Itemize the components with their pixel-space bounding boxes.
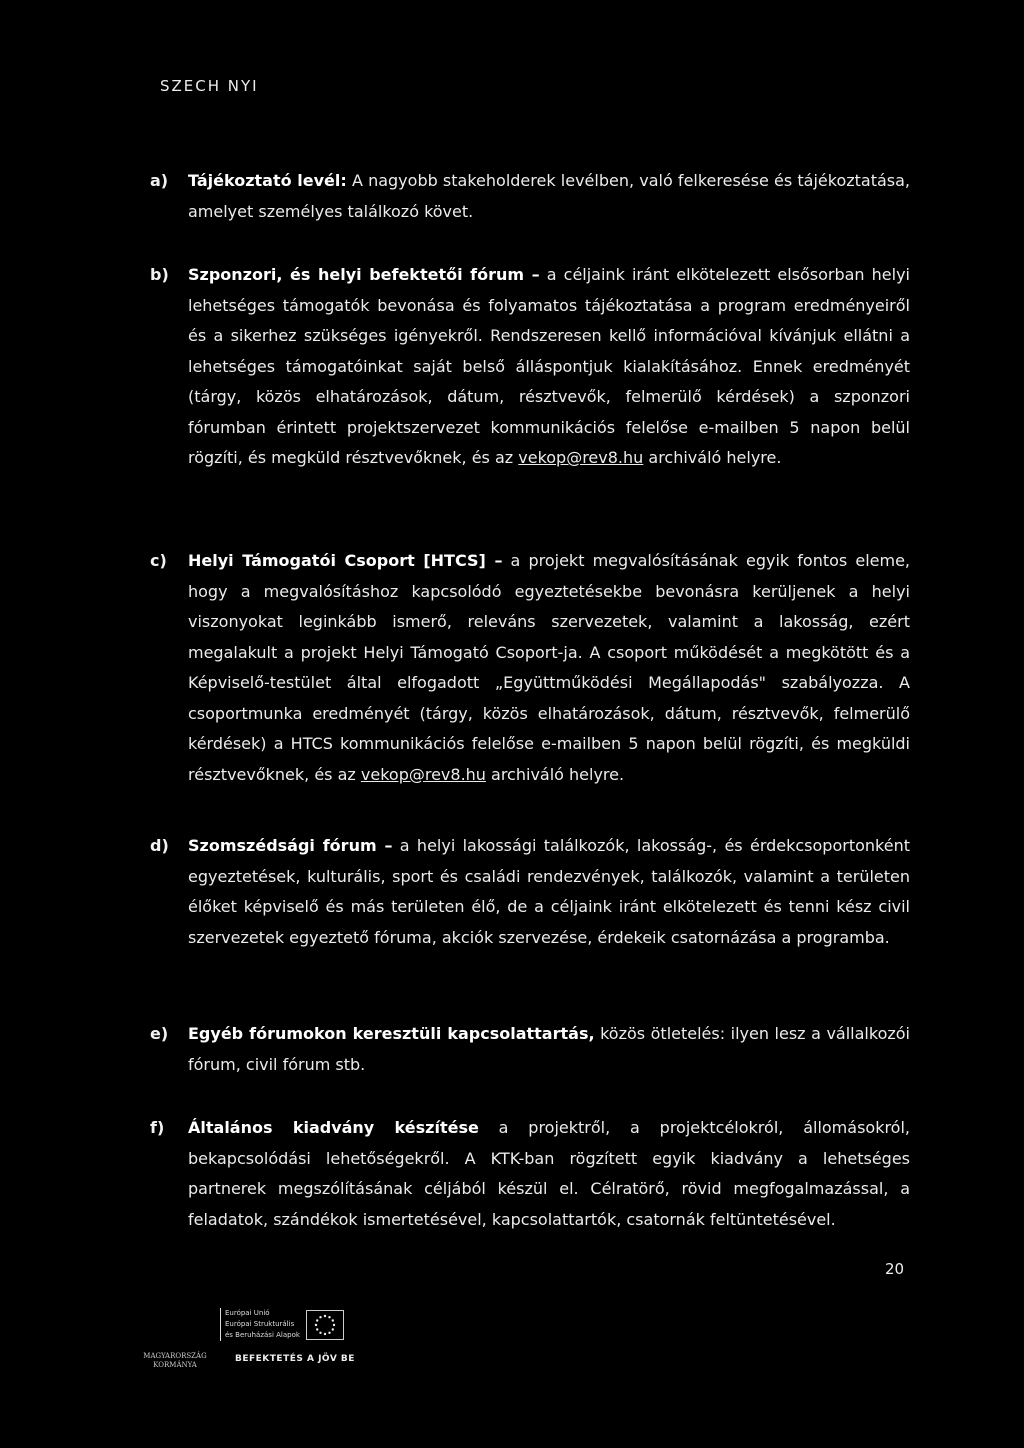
item-body: közös ötletelés: ilyen lesz a vállalkozói fórum, civil fórum stb. bbox=[188, 1024, 910, 1074]
list-item-b bbox=[150, 260, 910, 474]
item-body: a projekt megvalósításának egyik fontos eleme, hogy a megvalósításhoz kapcsolódó egyeztetésekbe bevonásra kerüljenek a helyi viszonyokat leginkább ismerő, releváns szervezetek, valamint a lakosság, ezért megalakult a projekt Helyi Támogató Csoport-ja. A csoport működését a megkötött és a Képviselő-testület által elfogadott „Együttműködési Megállapodás" szabályozza. A csoportmunka eredményét (tárgy, közös elhatározások, dátum, résztvevők, felmerülő kérdések) a HTCS kommunikációs felelőse e-mailben 5 napon belül rögzíti, és megküldi résztvevőknek, és az bbox=[188, 551, 910, 784]
page-number: 20 bbox=[885, 1260, 905, 1278]
email-link[interactable]: vekop@rev8.hu bbox=[518, 448, 644, 467]
item-label: c) bbox=[150, 551, 167, 570]
email-link[interactable]: vekop@rev8.hu bbox=[360, 764, 486, 784]
list-item-f bbox=[150, 1113, 910, 1235]
item-title: Tájékoztató levél: bbox=[188, 171, 347, 190]
page-header: SZECH NYI bbox=[160, 77, 259, 95]
eu-line: Európai Strukturális bbox=[225, 1320, 295, 1328]
list-item-c bbox=[150, 546, 910, 790]
footer-logos bbox=[140, 1300, 520, 1400]
item-text bbox=[188, 1019, 910, 1080]
item-label: f) bbox=[150, 1118, 165, 1137]
item-text bbox=[188, 546, 910, 790]
item-body: a helyi lakossági találkozók, lakosság-, és érdekcsoportonként egyeztetések, kulturális, sport és családi rendezvények, találkozók, valamint a területen élőket képviselő és más területen élő, de a céljaink iránt elkötelezett és tenni kész civil szervezetek egyeztető fóruma, akciók szervezése, érdekeik csatornázása a programba. bbox=[188, 836, 910, 947]
footer-motto: BEFEKTETÉS A JÖV BE bbox=[235, 1354, 355, 1364]
item-title: Általános kiadvány készítése bbox=[188, 1118, 479, 1137]
item-body: a projektről, a projektcélokról, állomásokról, bekapcsolódási lehetőségekről. A KTK-ban rögzített egyik kiadvány a lehetséges partnerek megszólításának céljából készül el. Célratörő, rövid megfogalmazással, a feladatok, szándékok ismertetésével, kapcsolattartók, csatornák feltüntetésével. bbox=[188, 1118, 911, 1229]
item-body-end: archiváló helyre. bbox=[485, 764, 625, 784]
hu-logo-line: KORMÁNYA bbox=[153, 1361, 197, 1369]
item-title: Egyéb fórumokon keresztüli kapcsolattartás, bbox=[188, 1024, 595, 1043]
item-text bbox=[188, 260, 910, 474]
hungary-government-logo bbox=[140, 1352, 210, 1370]
list-item-e bbox=[150, 1019, 910, 1080]
item-label: d) bbox=[150, 836, 169, 855]
item-text bbox=[188, 166, 910, 227]
item-title: Szponzori, és helyi befektetői fórum – bbox=[188, 265, 540, 284]
list-item-a bbox=[150, 166, 910, 227]
eu-funding-text bbox=[220, 1308, 300, 1341]
eu-flag-icon bbox=[306, 1310, 344, 1340]
item-label: b) bbox=[150, 265, 169, 284]
item-text bbox=[188, 1113, 910, 1235]
list-item-d bbox=[150, 831, 910, 953]
item-label: e) bbox=[150, 1024, 169, 1043]
item-title: Szomszédsági fórum – bbox=[188, 836, 393, 855]
item-body: a céljaink iránt elkötelezett elsősorban helyi lehetséges támogatók bevonása és folyamatos tájékoztatása a program eredményeiről és a sikerhez szükséges igényekről. Rendszeresen kellő információval kívánjuk ellátni a lehetséges támogatóinkat saját belső álláspontjuk kialakításához. Ennek eredményét (tárgy, közös elhatározások, dátum, résztvevők, felmerülő kérdések) a szponzori fórumban érintett projektszervezet kommunikációs felelőse e-mailben 5 napon belül rögzíti, és megküld résztvevőknek, és az bbox=[188, 265, 911, 467]
item-body: A nagyobb stakeholderek levélben, való felkeresése és tájékoztatása, amelyet személyes találkozó követ. bbox=[188, 171, 911, 221]
item-title: Helyi Támogatói Csoport [HTCS] – bbox=[188, 551, 503, 570]
eu-line: Európai Unió bbox=[225, 1309, 270, 1317]
item-body-end: archiváló helyre. bbox=[643, 448, 782, 467]
hu-logo-line: MAGYARORSZÁG bbox=[143, 1352, 207, 1360]
eu-line: és Beruházási Alapok bbox=[225, 1331, 300, 1339]
item-text bbox=[188, 831, 910, 953]
item-label: a) bbox=[150, 171, 169, 190]
